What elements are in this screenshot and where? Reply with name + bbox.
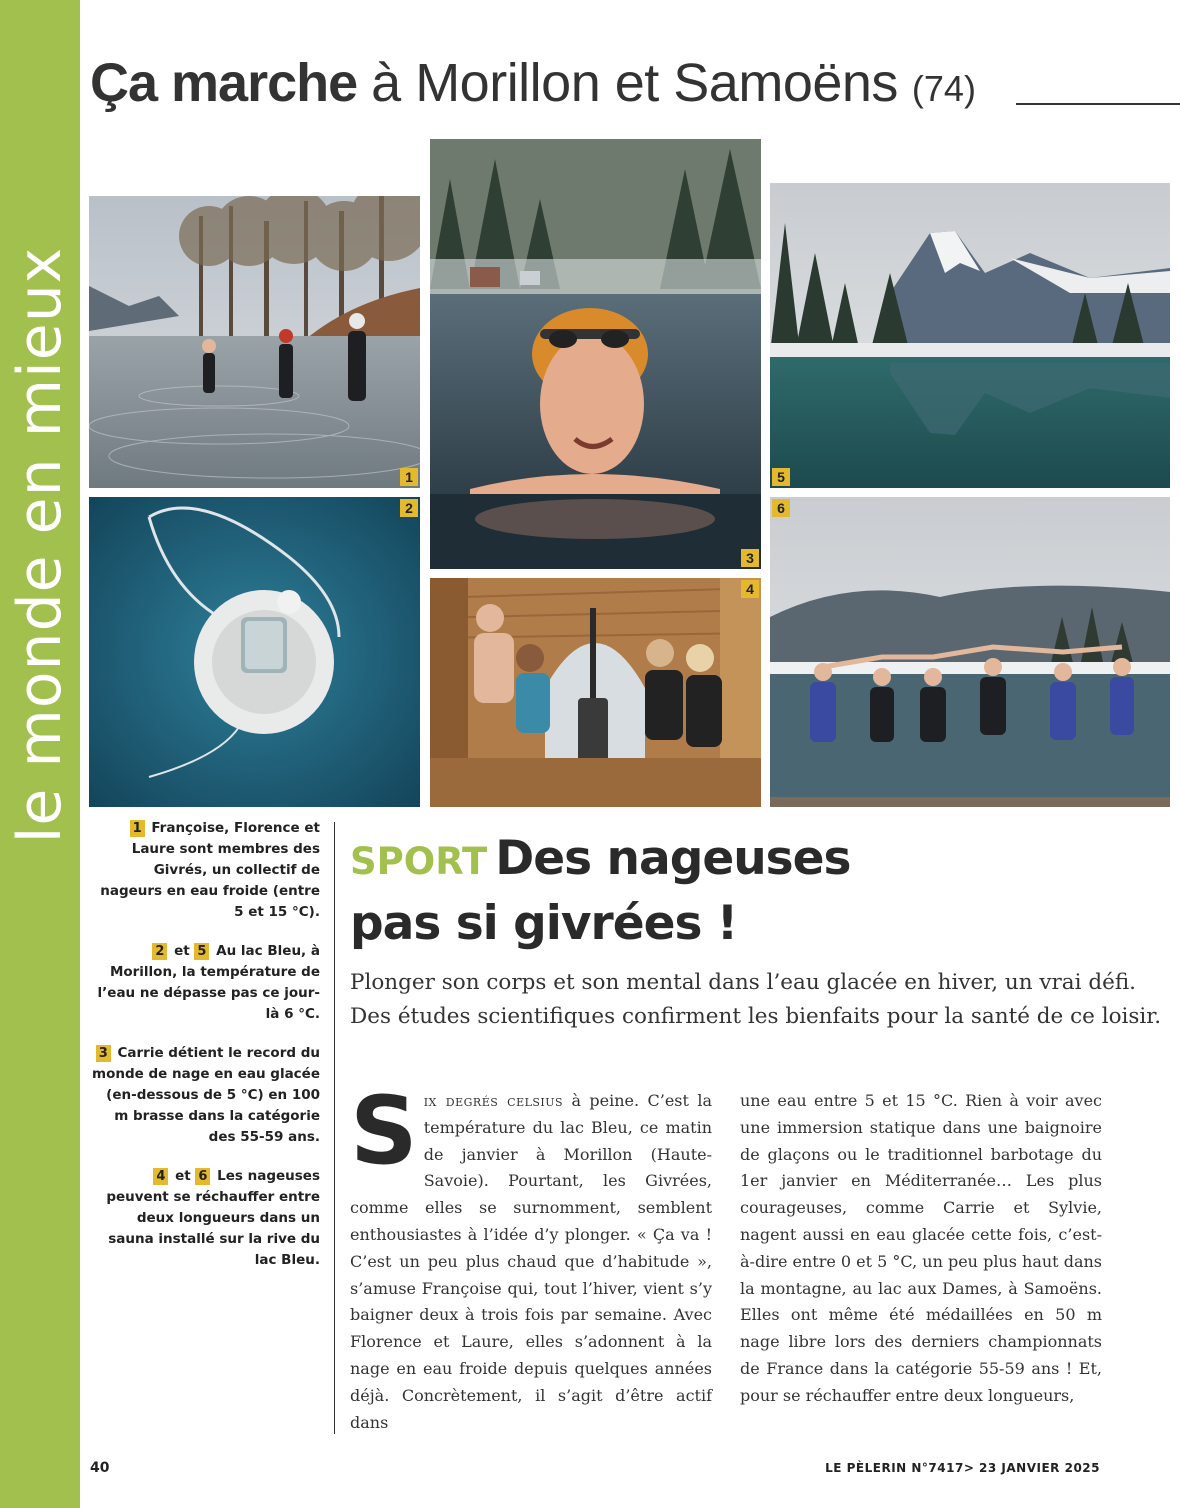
- photo-swimmers-in-lake: [89, 196, 420, 488]
- photo-swimmer-portrait: [430, 139, 761, 569]
- photo-swimmers-jumping: [770, 497, 1170, 807]
- rubric-sidebar: [0, 0, 80, 1508]
- article-column-2: une eau entre 5 et 15 °C. Rien à voir avec une immersion statique dans une baignoire de glaçons ou le traditionnel barbotage du 1er janvier en Méditerranée… Les plus courageuses, comme Carrie et Sylvie, nagent aussi en eau glacée cette fois, c’est-à-dire entre 0 et 5 °C, un peu plus haut dans la montagne, au lac aux Dames, à Samoëns. Elles ont même été médaillées en 50 m nage libre lors des derniers championnats de France dans la catégorie 55-59 ans ! Et, pour se réchauffer entre deux longueurs,: [740, 1091, 1102, 1405]
- rubric-label: le monde en mieux: [5, 246, 75, 844]
- article-headline: [350, 828, 1170, 955]
- article-standfirst: Plonger son corps et son mental dans l’eau glacée en hiver, un vrai défi. Des études scientifiques confirment les bienfaits pour la santé de ce loisir.: [350, 970, 1162, 1029]
- mountain-lake-icon: [770, 183, 1170, 488]
- caption-badge: 2: [152, 943, 167, 960]
- photo-badge: 6: [772, 499, 790, 517]
- headline-line-1: Des nageuses: [495, 831, 851, 886]
- caption-text: Carrie détient le record du monde de nage en eau glacée (en-dessous de 5 °C) en 100 m brasse dans la catégorie des 55-59 ans.: [92, 1045, 320, 1145]
- caption-badge: 5: [194, 943, 209, 960]
- photo-floating-thermometer: [89, 497, 420, 807]
- lead-in: ix degrés celsius: [423, 1091, 564, 1110]
- floating-thermometer-icon: [89, 497, 420, 807]
- caption-text: Les nageuses peuvent se réchauffer entre deux longueurs dans un sauna installé sur la rive du lac Bleu.: [106, 1168, 320, 1268]
- caption-text: Au lac Bleu, à Morillon, la température de l’eau ne dépasse pas ce jour-là 6 °C.: [97, 943, 320, 1022]
- photo-badge: 4: [741, 580, 759, 598]
- caption-joiner: et: [174, 943, 190, 959]
- photo-mountain-lake: [770, 183, 1170, 488]
- column-divider: [334, 822, 335, 1434]
- photo-sauna-interior: [430, 578, 761, 807]
- photo-badge: 2: [400, 499, 418, 517]
- caption-badge: 3: [96, 1045, 111, 1062]
- caption-1: [88, 818, 320, 923]
- caption-4-6: [88, 1166, 320, 1271]
- swimmer-portrait-icon: [430, 139, 761, 569]
- page-title-bold: Ça marche: [90, 53, 358, 113]
- sauna-interior-icon: [430, 578, 761, 807]
- title-rule: [1016, 103, 1180, 105]
- caption-badge: 4: [153, 1168, 168, 1185]
- caption-joiner: et: [175, 1168, 191, 1184]
- page-number: 40: [90, 1460, 110, 1476]
- publication-info: LE PÈLERIN N°7417> 23 JANVIER 2025: [825, 1461, 1100, 1475]
- page-title: [90, 52, 1175, 122]
- caption-2-5: [88, 941, 320, 1025]
- article-column-1: [350, 1077, 712, 1436]
- dropcap: S: [350, 1077, 418, 1186]
- photo-badge: 5: [772, 468, 790, 486]
- swimmers-jumping-icon: [770, 497, 1170, 807]
- page-title-department: (74): [911, 68, 976, 109]
- caption-3: [88, 1043, 320, 1148]
- caption-badge: 6: [195, 1168, 210, 1185]
- photo-badge: 3: [741, 549, 759, 567]
- swimmers-in-lake-icon: [89, 196, 420, 488]
- photo-captions: [88, 818, 320, 1289]
- column-1-text: à peine. C’est la température du lac Bleu, ce matin de janvier à Morillon (Haute-Savoie). Pourtant, les Givrées, comme elles se surnomment, semblent enthousiastes à l’idée d’y plonger. « Ça va ! C’est un peu plus chaud que d’habitude », s’amuse Françoise qui, tout l’hiver, vient s’y baigner deux à trois fois par semaine. Avec Florence et Laure, elles s’adonnent à la nage en eau froide depuis quelques années déjà. Concrètement, il s’agit d’être actif dans: [350, 1091, 712, 1432]
- headline-line-2: pas si givrées !: [350, 896, 738, 951]
- caption-text: Françoise, Florence et Laure sont membres des Givrés, un collectif de nageurs en eau froide (entre 5 et 15 °C).: [100, 820, 320, 920]
- photo-badge: 1: [400, 468, 418, 486]
- page-title-place: à Morillon et Samoëns: [371, 53, 898, 113]
- article-kicker: SPORT: [350, 840, 488, 883]
- caption-badge: 1: [130, 820, 145, 837]
